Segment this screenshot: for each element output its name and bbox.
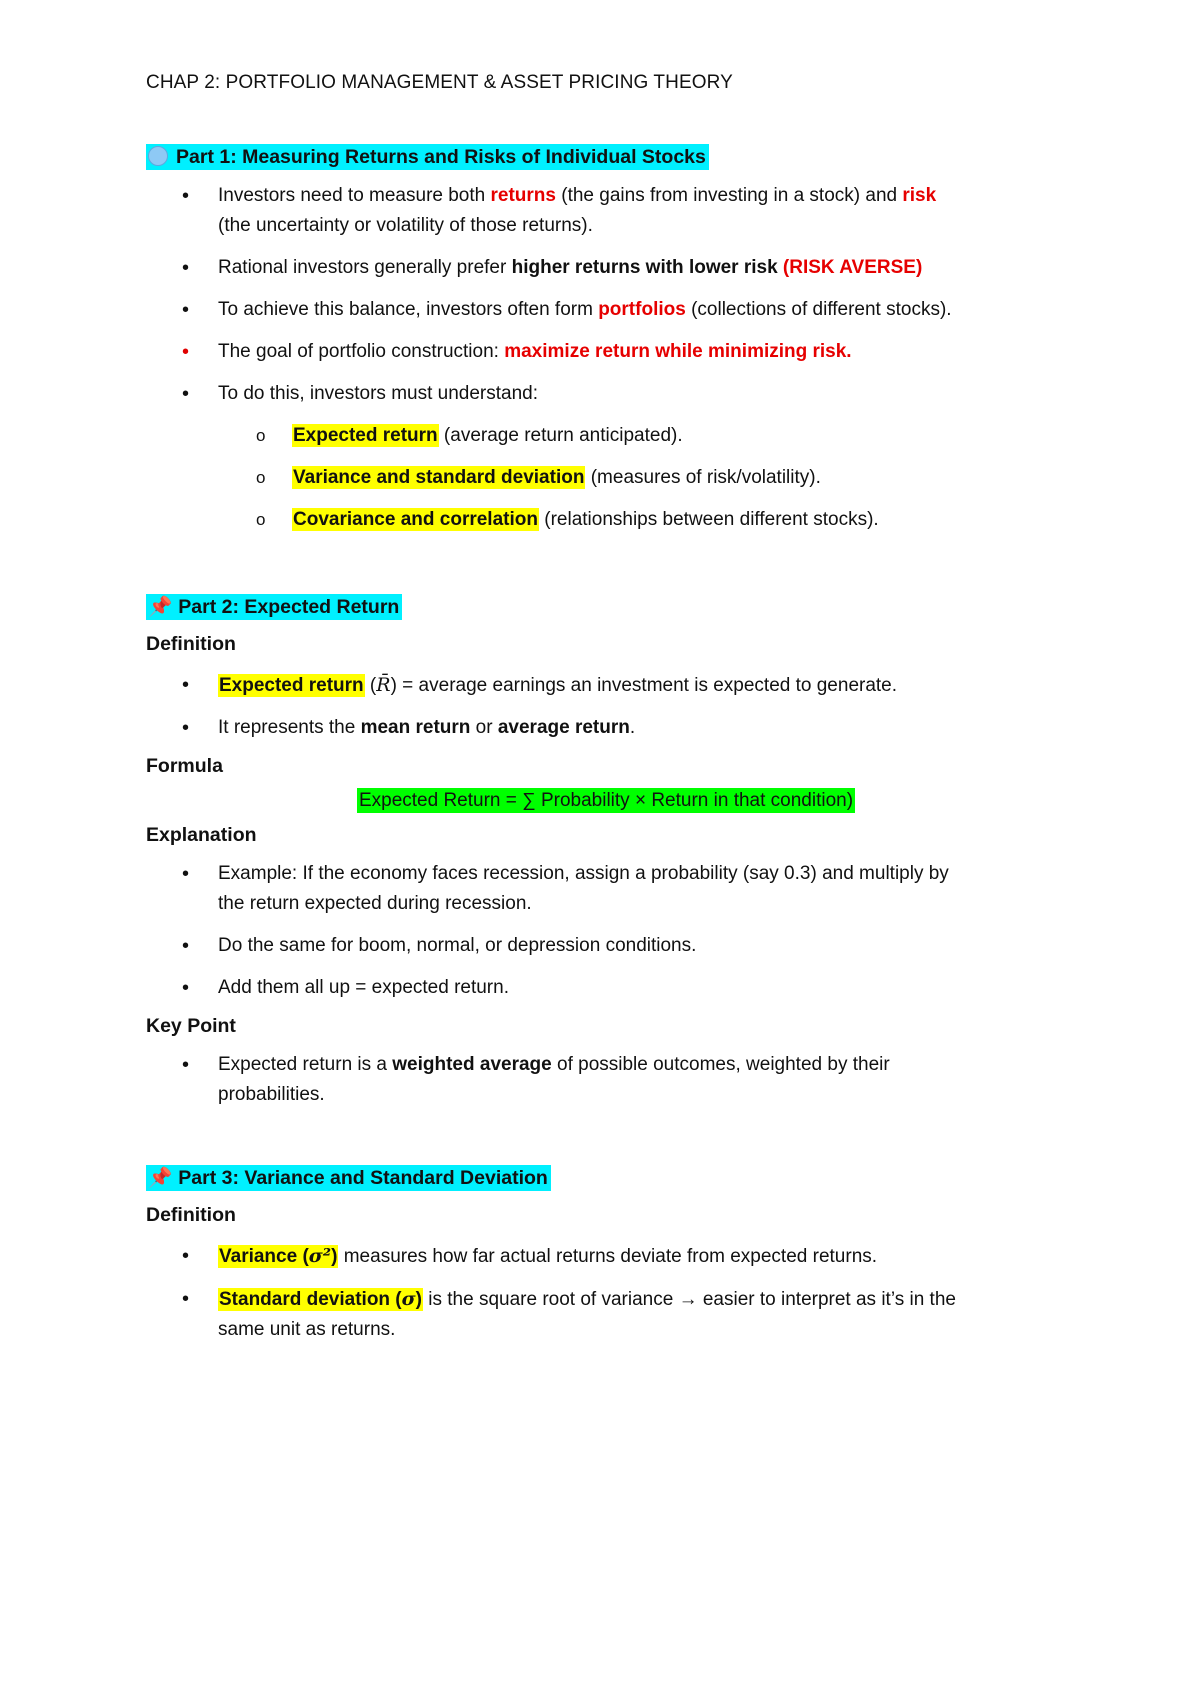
list-item: • Rational investors generally prefer higher returns with lower risk (RISK AVERSE)	[146, 253, 1066, 283]
document-title: CHAP 2: PORTFOLIO MANAGEMENT & ASSET PRICING THEORY	[146, 72, 733, 93]
part-2-heading	[146, 595, 1066, 619]
part-3-heading-highlight	[146, 1165, 551, 1191]
definition-label: Definition	[146, 633, 236, 655]
formula-label: Formula	[146, 755, 223, 777]
list-item: • Variance (σ²) measures how far actual returns deviate from expected returns.	[146, 1241, 1066, 1272]
part-1-heading-text: Part 1: Measuring Returns and Risks of Individual Stocks	[176, 146, 706, 168]
part-1-heading-highlight	[146, 144, 709, 170]
part-1-bullets	[146, 181, 1066, 409]
list-item: • Example: If the economy faces recession, assign a probability (say 0.3) and multiply by the return expected during recession.	[146, 859, 1066, 919]
globe-icon	[148, 146, 168, 166]
part-3-heading	[146, 1166, 1066, 1190]
definition-label: Definition	[146, 1204, 236, 1226]
formula-row	[146, 790, 1066, 812]
list-item: • The goal of portfolio construction: maximize return while minimizing risk.	[146, 337, 1066, 367]
part-1-heading	[146, 146, 1066, 169]
document-page	[146, 72, 1066, 1345]
sub-list-item: o Variance and standard deviation (measures of risk/volatility).	[146, 463, 1066, 493]
expected-return-formula: Expected Return = ∑ Probability × Return in that condition)	[358, 790, 854, 811]
part-2-definition-bullets	[146, 670, 1066, 743]
list-item: • Add them all up = expected return.	[146, 973, 1066, 1003]
part-3-definition-bullets	[146, 1241, 1066, 1345]
list-item: • To achieve this balance, investors often form portfolios (collections of different stocks).	[146, 295, 1066, 325]
part-3-heading-text: Part 3: Variance and Standard Deviation	[178, 1167, 548, 1189]
key-point-label: Key Point	[146, 1015, 236, 1037]
variance-term: Variance (σ²)	[219, 1245, 338, 1267]
sub-list-item: o Covariance and correlation (relationships between different stocks).	[146, 505, 1066, 535]
sub-list-item: o Expected return (average return anticipated).	[146, 421, 1066, 451]
part-2-heading-text: Part 2: Expected Return	[178, 596, 400, 618]
part-1-section	[146, 146, 1066, 535]
list-item: • To do this, investors must understand:	[146, 379, 1066, 409]
part-3-section	[146, 1166, 1066, 1345]
part-2-heading-highlight	[146, 594, 402, 620]
list-item: • It represents the mean return or average return.	[146, 713, 1066, 743]
list-item: • Standard deviation (σ) is the square root of variance → easier to interpret as it’s in the same unit as returns.	[146, 1284, 1066, 1345]
pushpin-icon: 📌	[148, 596, 173, 618]
list-item: • Do the same for boom, normal, or depression conditions.	[146, 931, 1066, 961]
pushpin-icon: 📌	[148, 1167, 173, 1189]
std-dev-term: Standard deviation (σ)	[219, 1288, 422, 1310]
part-2-explanation-bullets	[146, 859, 1066, 1003]
explanation-label: Explanation	[146, 824, 257, 846]
list-item: • Expected return (R̄) = average earnings an investment is expected to generate.	[146, 670, 1066, 701]
part-2-section	[146, 595, 1066, 1110]
list-item: • Investors need to measure both returns (the gains from investing in a stock) and risk (the uncertainty or volatility of those returns).	[146, 181, 1066, 241]
part-2-keypoint-bullets	[146, 1050, 1066, 1110]
part-1-subitems	[146, 421, 1066, 535]
list-item: • Expected return is a weighted average of possible outcomes, weighted by their probabilities.	[146, 1050, 1066, 1110]
